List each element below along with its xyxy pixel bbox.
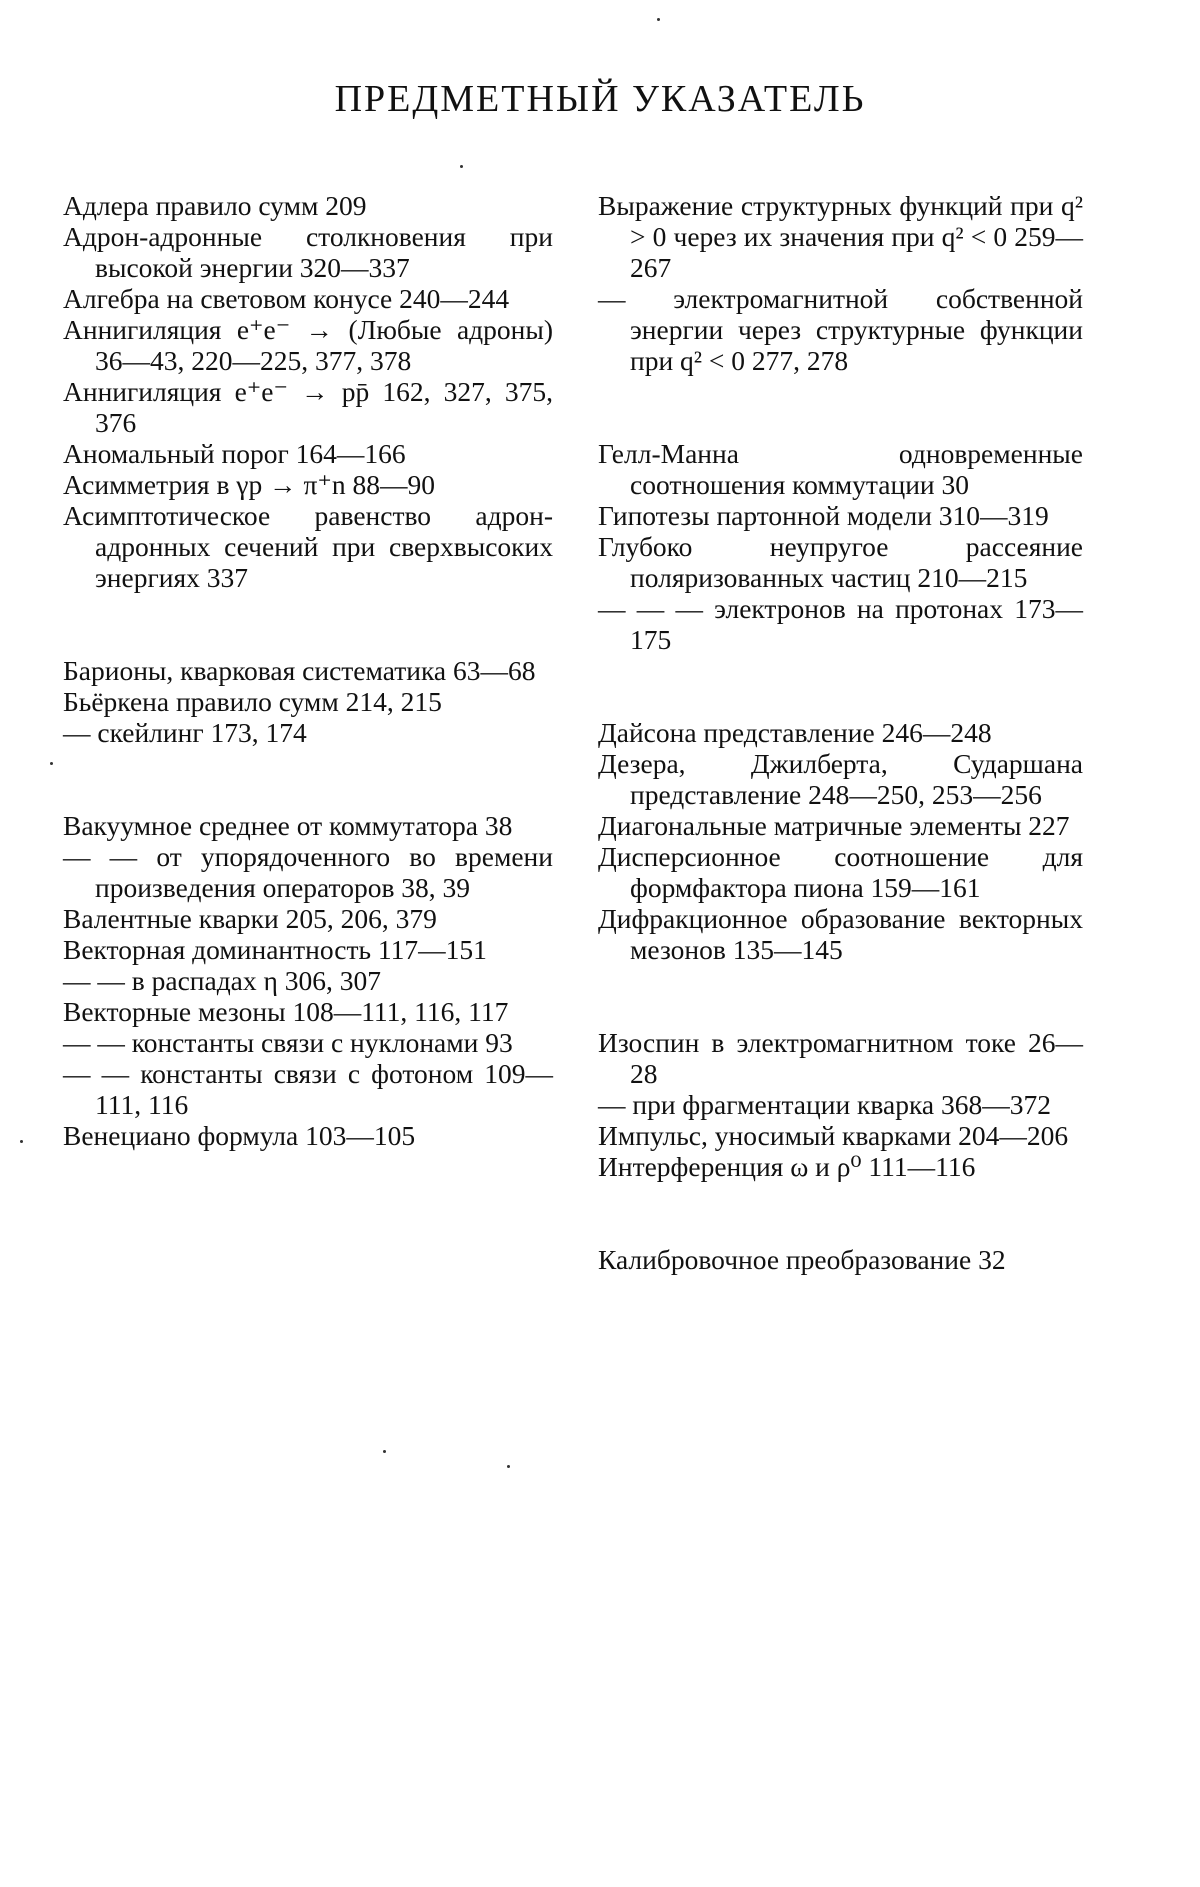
index-right-entry: Импульс, уносимый кварками 204—206 — [598, 1120, 1083, 1151]
letter-group-gap — [63, 593, 553, 655]
index-right-entry: Гипотезы партонной модели 310—319 — [598, 500, 1083, 531]
index-left-entry: Векторная доминантность 117—151 — [63, 934, 553, 965]
index-left-entry: Аннигиляция e⁺e⁻ → (Любые адроны) 36—43, 220—225, 377, 378 — [63, 314, 553, 376]
index-right-entry: Диагональные матричные элементы 227 — [598, 810, 1083, 841]
index-left-entry: — — константы связи с фотоном 109—111, 116 — [63, 1058, 553, 1120]
index-right-entry: Дайсона представление 246—248 — [598, 717, 1083, 748]
index-right-entry: — при фрагментации кварка 368—372 — [598, 1089, 1083, 1120]
letter-group-gap — [63, 748, 553, 810]
index-left-entry: Вакуумное среднее от коммутатора 38 — [63, 810, 553, 841]
index-left-entry: — — в распадах η 306, 307 — [63, 965, 553, 996]
index-right-entry: Интерференция ω и ρ⁰ 111—116 — [598, 1151, 1083, 1182]
print-speck — [507, 1465, 510, 1468]
index-left-entry: Адрон-адронные столкновения при высокой энергии 320—337 — [63, 221, 553, 283]
index-left-entry: Аномальный порог 164—166 — [63, 438, 553, 469]
index-left-entry: Векторные мезоны 108—111, 116, 117 — [63, 996, 553, 1027]
letter-group-gap — [598, 376, 1083, 438]
index-left-entry: Венециано формула 103—105 — [63, 1120, 553, 1151]
index-right-entry: Изоспин в электромагнитном токе 26—28 — [598, 1027, 1083, 1089]
index-column-left — [63, 190, 553, 1151]
index-right-entry: Глубоко неупругое рассеяние поляризованных частиц 210—215 — [598, 531, 1083, 593]
index-right-entry: Дисперсионное соотношение для формфактора пиона 159—161 — [598, 841, 1083, 903]
index-right-entry: Выражение структурных функций при q² > 0 через их значения при q² < 0 259—267 — [598, 190, 1083, 283]
letter-group-gap — [598, 1182, 1083, 1244]
index-right-entry: — — — электронов на протонах 173—175 — [598, 593, 1083, 655]
index-right-entry: Калибровочное преобразование 32 — [598, 1244, 1083, 1275]
index-left-entry: — — константы связи с нуклонами 93 — [63, 1027, 553, 1058]
index-left-entry: — скейлинг 173, 174 — [63, 717, 553, 748]
index-left-entry: Асимптотическое равенство адрон-адронных сечений при сверхвысоких энергиях 337 — [63, 500, 553, 593]
index-left-entry: Бьёркена правило сумм 214, 215 — [63, 686, 553, 717]
index-column-right — [598, 190, 1083, 1275]
print-speck — [20, 1140, 23, 1143]
index-right-entry: — электромагнитной собственной энергии через структурные функции при q² < 0 277, 278 — [598, 283, 1083, 376]
letter-group-gap — [598, 965, 1083, 1027]
page-title: ПРЕДМЕТНЫЙ УКАЗАТЕЛЬ — [0, 77, 1200, 121]
index-right-entry: Дезера, Джилберта, Сударшана представление 248—250, 253—256 — [598, 748, 1083, 810]
index-left-entry: — — от упорядоченного во времени произведения операторов 38, 39 — [63, 841, 553, 903]
index-left-entry: Аннигиляция e⁺e⁻ → pp̄ 162, 327, 375, 376 — [63, 376, 553, 438]
index-left-entry: Асимметрия в γp → π⁺n 88—90 — [63, 469, 553, 500]
letter-group-gap — [598, 655, 1083, 717]
print-speck — [460, 165, 463, 168]
print-speck — [657, 18, 660, 21]
index-right-entry: Дифракционное образование векторных мезонов 135—145 — [598, 903, 1083, 965]
print-speck — [383, 1450, 386, 1453]
index-left-entry: Валентные кварки 205, 206, 379 — [63, 903, 553, 934]
print-speck — [50, 762, 53, 765]
index-right-entry: Гелл-Манна одновременные соотношения коммутации 30 — [598, 438, 1083, 500]
index-left-entry: Барионы, кварковая систематика 63—68 — [63, 655, 553, 686]
index-left-entry: Адлера правило сумм 209 — [63, 190, 553, 221]
index-left-entry: Алгебра на световом конусе 240—244 — [63, 283, 553, 314]
